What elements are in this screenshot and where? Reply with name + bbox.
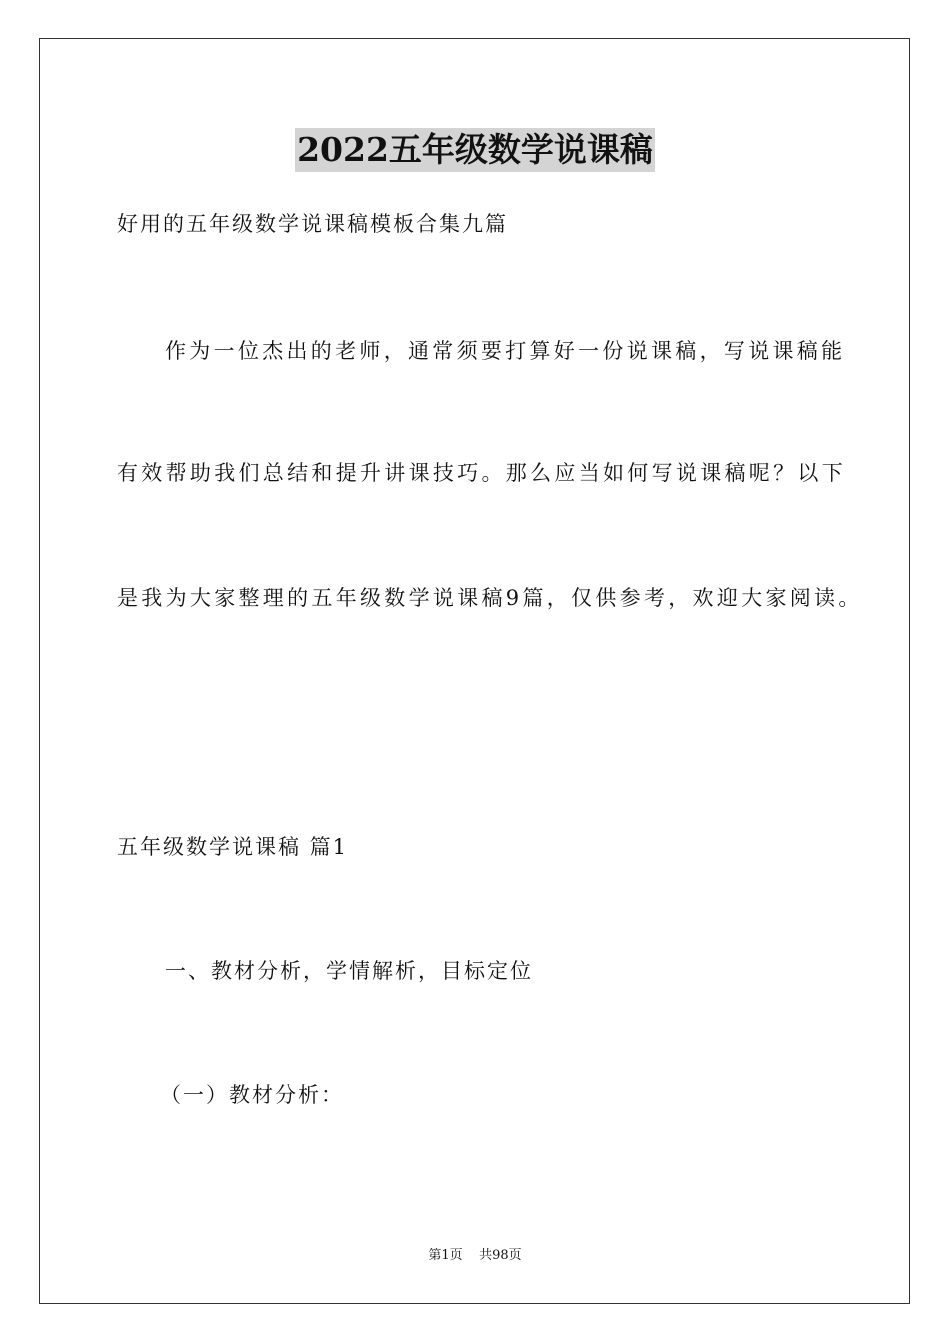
document-subtitle: 好用的五年级数学说课稿模板合集九篇 [117, 212, 508, 236]
subheading-1: 一、教材分析，学情解析，目标定位 [165, 959, 533, 983]
intro-line-1: 作为一位杰出的老师，通常须要打算好一份说课稿，写说课稿能 [165, 339, 846, 363]
intro-line-3: 是我为大家整理的五年级数学说课稿9篇，仅供参考，欢迎大家阅读。 [117, 586, 863, 610]
footer-page-number: 第1页 [428, 1248, 463, 1263]
title-wrap [0, 128, 950, 172]
page-footer [0, 1247, 950, 1265]
subheading-2: （一）教材分析： [160, 1083, 344, 1107]
section-heading: 五年级数学说课稿 篇1 [117, 835, 349, 859]
footer-total-pages: 共98页 [479, 1248, 522, 1263]
intro-line-2: 有效帮助我们总结和提升讲课技巧。那么应当如何写说课稿呢？以下 [117, 461, 846, 485]
document-title: 2022五年级数学说课稿 [295, 128, 655, 172]
